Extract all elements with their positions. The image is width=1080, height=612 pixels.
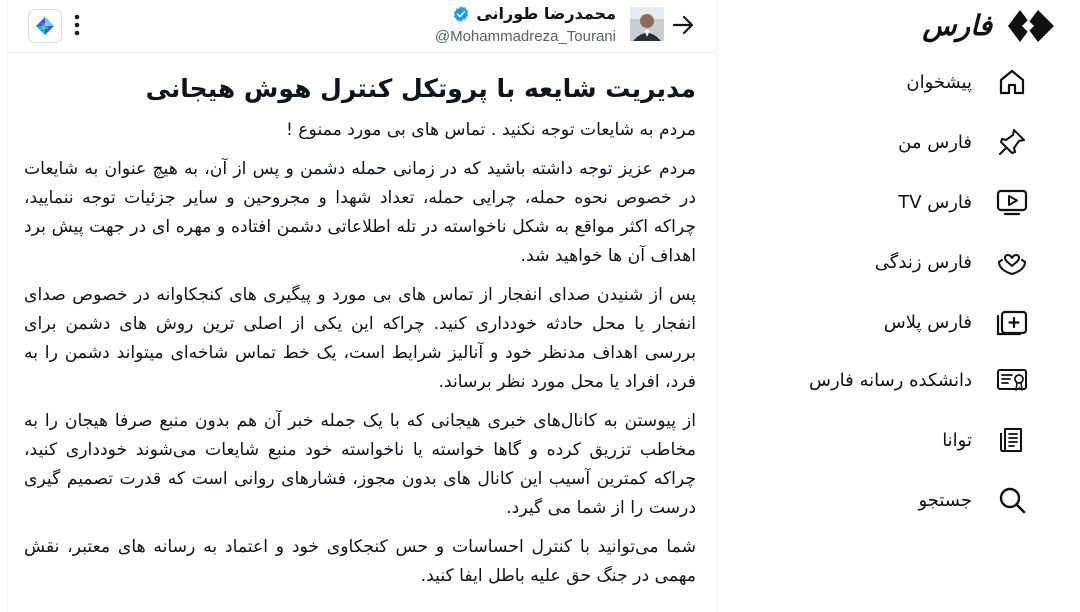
article-title: مدیریت شایعه با پروتکل کنترل هوش هیجانی	[145, 74, 696, 103]
back-arrow-icon[interactable]	[668, 10, 698, 40]
post-header	[8, 0, 716, 53]
sidebar-item-label: جستجو	[918, 489, 972, 511]
article-paragraph: مردم عزیز توجه داشته باشید که در زمانی حمله دشمن و پس از آن، به هیچ عنوان به شایعات در خصوص نحوه حمله، چرایی حمله، تعداد شهدا و مجروحین و سایر جزئیات توجه ننمایید، چراکه اکثر مواقع به شکل ناخواسته در تله اطلاعاتی دشمن افتاده و مهره ای در جهت پیش برد اهداف آن ها خواهید شد.	[24, 159, 696, 266]
sidebar-item-label: فارس من	[898, 131, 972, 153]
brand-wordmark: فارس	[922, 9, 992, 42]
plus-card-icon	[994, 304, 1030, 340]
home-icon	[994, 64, 1030, 100]
certificate-icon	[994, 362, 1030, 398]
sidebar-item-label: دانشکده رسانه فارس	[808, 369, 972, 391]
author-name-text: محمدرضا طورانی	[476, 4, 616, 23]
sidebar-item-home[interactable]	[906, 60, 1030, 104]
article-paragraph: شما می‌توانید با کنترل احساسات و حس کنجکاوی خود و اعتماد به رسانه های معتبر، نقش مهمی در جنگ حق علیه باطل ایفا کنید.	[24, 537, 696, 586]
article-paragraph: پس از شنیدن صدای انفجار از تماس های بی مورد و پیگیری های کنجکاوانه در خصوص صدای انفجار یا محل حادثه خودداری کنید. چراکه این یکی از اصلی ترین روش های دشمن برای بررسی اهداف مدنظر خود و آنالیز شرایط است، یک خط تماس شاخه‌ای میتواند دشمن را به فرد، افراد یا محل مورد نظر برساند.	[24, 285, 696, 392]
fars-brand-logo[interactable]	[922, 6, 1054, 46]
sidebar-item-label: توانا	[942, 429, 972, 451]
sidebar-item-label: فارس TV	[898, 191, 972, 213]
author-name[interactable]	[452, 4, 616, 23]
sidebar-item-tavana[interactable]	[942, 418, 1030, 462]
sidebar-item-my-fars[interactable]	[898, 120, 1030, 164]
sidebar-item-label: فارس پلاس	[883, 311, 972, 333]
sidebar-item-label: فارس زندگی	[874, 251, 972, 273]
article-paragraph: از پیوستن به کانال‌های خبری هیجانی که با یک جمله خبر آن هم بدون منبع صرفا هیجان را به مخاطب تزریق کرده و گاها خواسته یا ناخواسته خود منبع شایعات می‌شوند خودداری کنید، چراکه کمترین آسیب این کانال های بدون مجوز، فشارهای روانی است که قدرت تصمیم گیری درست را از شما می گیرد.	[24, 411, 696, 518]
pin-icon	[994, 124, 1030, 160]
author-avatar[interactable]	[630, 7, 664, 41]
sidebar-nav	[714, 0, 1080, 612]
sidebar-item-label: پیشخوان	[906, 71, 972, 93]
article-paragraph: مردم به شایعات توجه نکنید . تماس های بی مورد ممنوع !	[285, 120, 696, 140]
author-handle[interactable]: @Mohammadreza_Tourani	[434, 28, 616, 45]
document-icon	[994, 422, 1030, 458]
heart-hands-icon	[994, 244, 1030, 280]
search-icon	[994, 482, 1030, 518]
more-options-icon[interactable]	[70, 10, 84, 40]
sidebar-item-fars-tv[interactable]	[898, 180, 1030, 224]
tv-icon	[994, 184, 1030, 220]
fars-logo-icon	[1008, 6, 1054, 46]
sidebar-item-fars-life[interactable]	[875, 240, 1030, 284]
app-logo-icon[interactable]	[28, 9, 62, 43]
sidebar-item-search[interactable]	[918, 478, 1030, 522]
sidebar-item-fars-plus[interactable]	[884, 300, 1030, 344]
verified-badge-icon	[452, 5, 470, 23]
sidebar-item-media-school[interactable]	[809, 358, 1030, 402]
article-body	[24, 72, 696, 601]
post-panel	[7, 0, 717, 612]
